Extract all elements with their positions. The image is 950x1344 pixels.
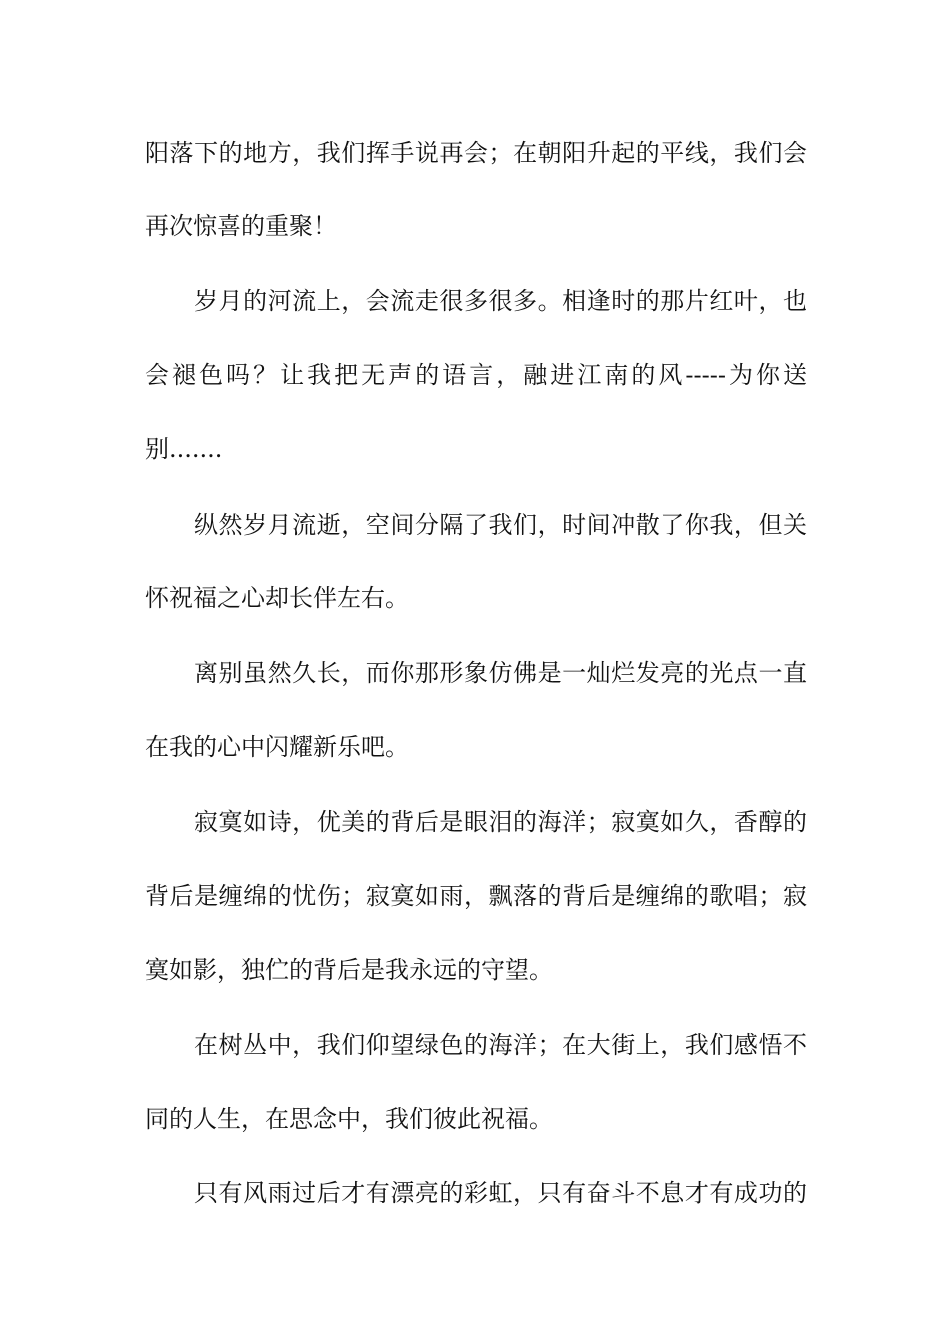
text-line: 阳落下的地方，我们挥手说再会；在朝阳升起的平线，我们会 <box>145 139 807 167</box>
paragraph-start-line: 只有风雨过后才有漂亮的彩虹，只有奋斗不息才有成功的 <box>194 1179 807 1207</box>
paragraph-start-line: 纵然岁月流逝，空间分隔了我们，时间冲散了你我，但关 <box>194 511 807 539</box>
text-line: 寞如影，独伫的背后是我永远的守望。 <box>145 956 553 984</box>
text-line: 会褪色吗？让我把无声的语言，融进江南的风-----为你送 <box>145 361 807 389</box>
paragraph-start-line: 离别虽然久长，而你那形象仿佛是一灿烂发亮的光点一直 <box>194 659 807 687</box>
text-line: 再次惊喜的重聚！ <box>145 212 337 240</box>
text-line: 背后是缠绵的忧伤；寂寞如雨，飘落的背后是缠绵的歌唱；寂 <box>145 882 807 910</box>
text-line: 同的人生，在思念中，我们彼此祝福。 <box>145 1105 553 1133</box>
text-line: 怀祝福之心却长伴左右。 <box>145 584 409 612</box>
text-line: 别....... <box>145 435 223 463</box>
text-line: 在我的心中闪耀新乐吧。 <box>145 733 409 761</box>
paragraph-start-line: 岁月的河流上，会流走很多很多。相逢时的那片红叶，也 <box>194 287 807 315</box>
paragraph-start-line: 在树丛中，我们仰望绿色的海洋；在大街上，我们感悟不 <box>194 1031 807 1059</box>
paragraph-start-line: 寂寞如诗，优美的背后是眼泪的海洋；寂寞如久，香醇的 <box>194 808 807 836</box>
